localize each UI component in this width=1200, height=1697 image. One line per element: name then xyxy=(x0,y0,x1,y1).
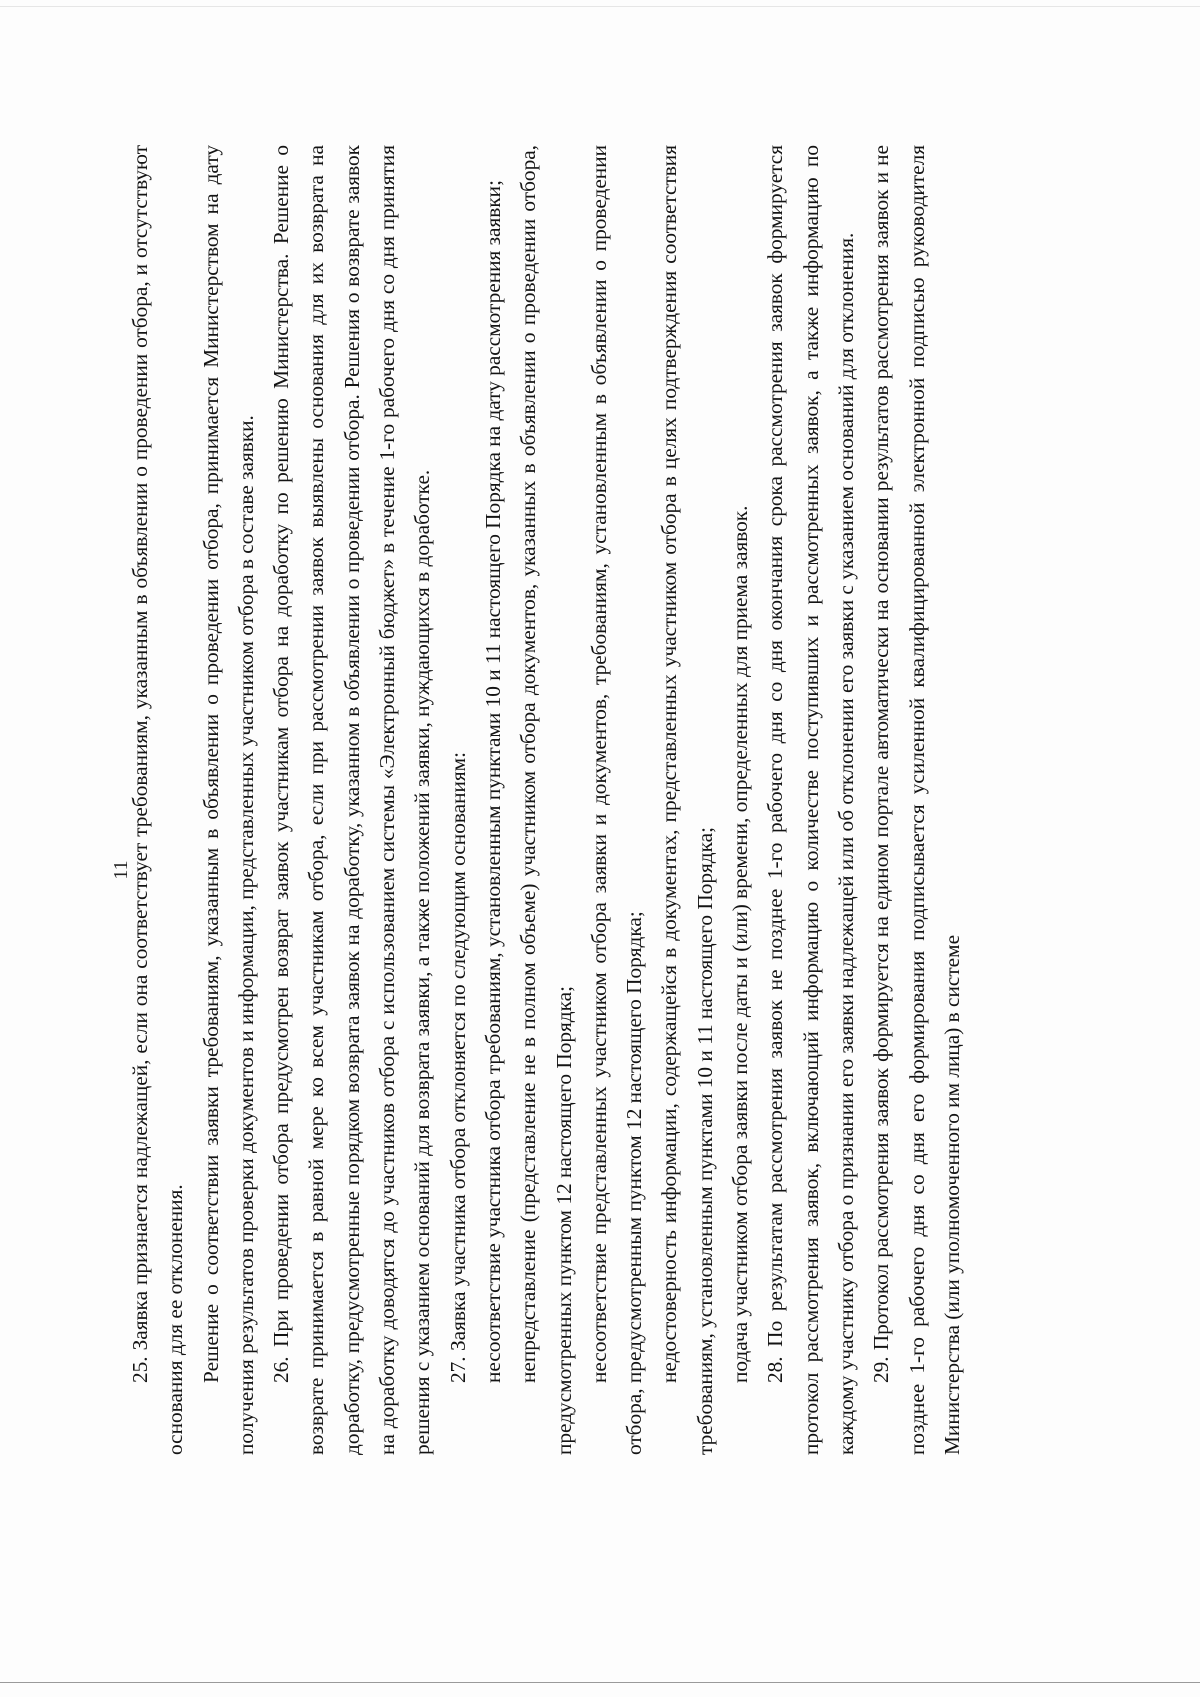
paragraph-27: 27. Заявка участника отбора отклоняется по следующим основаниям: xyxy=(445,751,470,1383)
paragraph-27-item-3: несоответствие представленных участником отбора заявки и документов, требованиям, установленным в объявлении о проведении отбора, предусмотренным пунктом 12 настоящего Порядка; xyxy=(586,145,647,1455)
paragraph-26: 26. При проведении отбора предусмотрен возврат заявок участникам отбора на доработку по решению Министерства. Решение о возврате принимается в равной мере ко всем участникам отбора, если при рассмотрении заявок выявлены основания для их возврата на доработку, предусмотренные порядком возврата заявок на доработку, указанном в объявлении о проведении отбора. Решения о возврате заявок на доработку доводятся до участников отбора с использованием системы «Электронный бюджет» в течение 1-го рабочего дня со дня принятия решения с указанием оснований для возврата заявки, а также положений заявки, нуждающихся в доработке. xyxy=(269,145,435,1455)
scan-bottom-edge xyxy=(0,1682,1200,1683)
paragraph-29: 29. Протокол рассмотрения заявок формируется на едином портале автоматически на основании результатов рассмотрения заявок и не позднее 1-го рабочего дня со дня его формирования подписывается усиленной квалифицированной электронной подписью руководителя Министерства (или уполномоченного им лица) в системе xyxy=(869,145,964,1455)
paragraph-25: 25. Заявка признается надлежащей, если она соответствует требованиям, указанным в объявлении о проведении отбора, и отсутствуют основания для ее отклонения. xyxy=(128,145,188,1455)
document-body xyxy=(123,145,970,1455)
paragraph-27-item-4: недостоверность информации, содержащейся в документах, представленных участником отбора в целях подтверждения соответствия требованиям, установленным пунктами 10 и 11 настоящего Порядка; xyxy=(657,145,717,1455)
page-number: 11 xyxy=(110,860,132,880)
paragraph-28: 28. По результатам рассмотрения заявок не позднее 1-го рабочего дня со дня окончания срока рассмотрения заявок формируется протокол рассмотрения заявок, включающий информацию о количестве поступивших и рассмотренных заявок, а также информацию по каждому участнику отбора о признании его заявки надлежащей или об отклонении его заявки с указанием оснований для отклонения. xyxy=(763,145,858,1455)
paragraph-27-item-1: несоответствие участника отбора требованиям, установленным пунктами 10 и 11 настоящего Порядка на дату рассмотрения заявки; xyxy=(480,180,505,1383)
rotated-page-content xyxy=(35,70,1175,1670)
paragraph-27-item-2: непредставление (представление не в полном объеме) участником отбора документов, указанных в объявлении о проведении отбора, предусмотренных пунктом 12 настоящего Порядка; xyxy=(516,145,576,1455)
paragraph-25-decision: Решение о соответствии заявки требованиям, указанным в объявлении о проведении отбора, принимается Министерством на дату получения результатов проверки документов и информации, представленных участником отбора в составе заявки. xyxy=(198,145,258,1455)
scan-top-edge xyxy=(0,6,1200,7)
paragraph-27-item-5: подача участником отбора заявки после даты и (или) времени, определенных для приема заявок. xyxy=(728,505,753,1383)
